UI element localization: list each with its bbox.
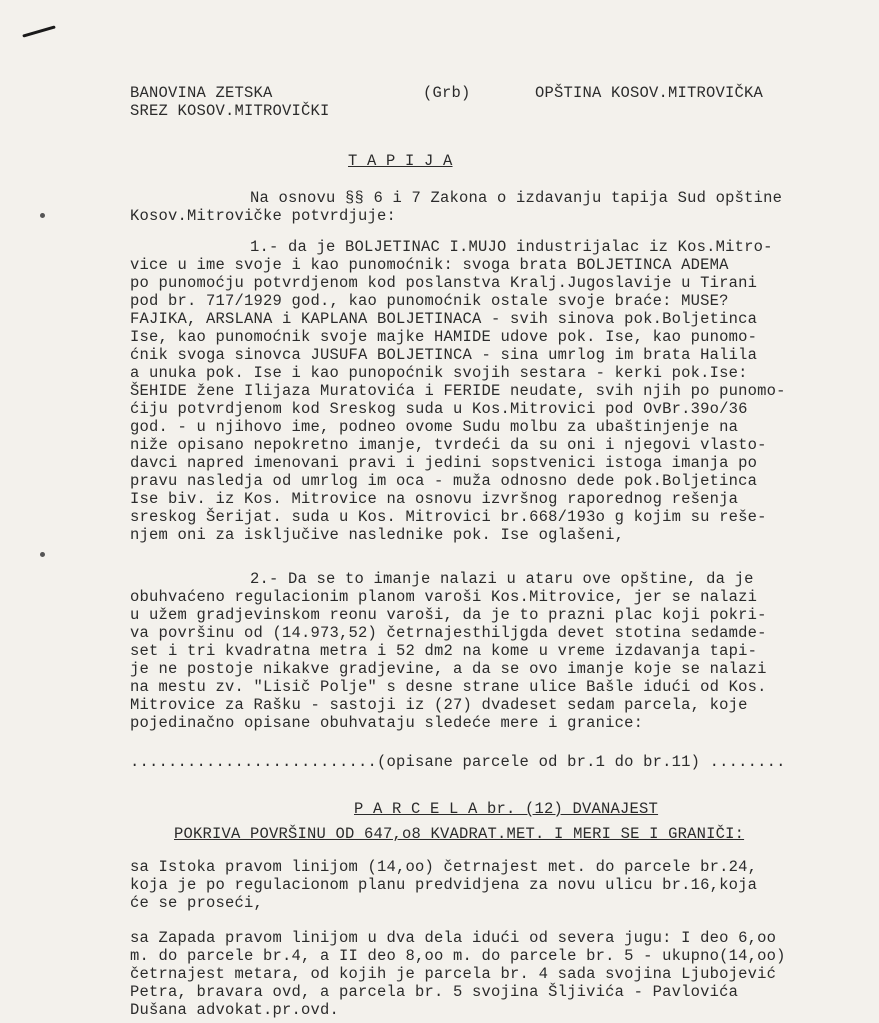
paragraph2-line: pojedinačno opisane obuhvataju sledeće mere i granice: (130, 714, 644, 732)
punch-mark (40, 213, 45, 218)
document-title: T A P I J A (348, 152, 453, 170)
paragraph2-line: va površinu od (14.973,52) četrnajesthiljgda devet stotina sedamde- (130, 624, 767, 642)
paragraph1-line: njem oni za isključive naslednike pok. Ise oglašeni, (130, 526, 625, 544)
paragraph2-line: je ne postoje nikakve gradjevine, a da se ovo imanje koje se nalazi (130, 660, 767, 678)
paragraph1-line: pravu nasledja od umrlog im oca - muža odnosno dede pok.Boljetinca (130, 472, 758, 490)
paragraph1-line: Ise biv. iz Kos. Mitrovice na osnovu izvršnog raporednog rešenja (130, 490, 739, 508)
paragraph1-line: Ise, kao punomoćnik svoje majke HAMIDE udove pok. Ise, kao punomo- (130, 328, 758, 346)
paragraph1-line: ćiju potvrdjenom kod Sreskog suda u Kos.Mitrovici pod OvBr.39o/36 (130, 400, 748, 418)
paragraph1-line: po punomoćju potvrdjenom kod poslanstva Kralj.Jugoslavije u Tirani (130, 274, 758, 292)
paragraph1-line: ćnik svoga sinovca JUSUFA BOLJETINCA - sina umrlog im brata Halila (130, 346, 758, 364)
paragraph1-line: pod br. 717/1929 god., kao punomoćnik ostale svoje braće: MUSE? (130, 292, 729, 310)
paragraph1-line: god. - u njihovo ime, podneo ovome Sudu molbu za ubaštinjenje na (130, 418, 739, 436)
paragraph1-line: vice u ime svoje i kao punomoćnik: svoga brata BOLJETINCA ADEMA (130, 256, 729, 274)
parcel-heading: P A R C E L A br. (12) DVANAJEST (354, 800, 659, 818)
east-boundary-line: koja je po regulacionom planu predvidjena za novu ulicu br.16,koja (130, 876, 758, 894)
intro-line: Na osnovu §§ 6 i 7 Zakona o izdavanju tapija Sud opštine (250, 189, 783, 207)
punch-mark (40, 552, 45, 557)
paragraph1-line: sreskog Šerijat. suda u Kos. Mitrovici br.668/193o g kojim su reše- (130, 508, 767, 526)
header-left-line1: BANOVINA ZETSKA (130, 84, 273, 102)
header-left-line2: SREZ KOSOV.MITROVIČKI (130, 102, 330, 120)
paragraph1-line: davci napred imenovani pravi i jedini sopstvenici istoga imanja po (130, 454, 758, 472)
paragraph1-line: FAJIKA, ARSLANA i KAPLANA BOLJETINACA - svih sinova pok.Boljetinca (130, 310, 758, 328)
west-boundary-line: Dušana advokat.pr.ovd. (130, 1001, 340, 1019)
intro-line: Kosov.Mitrovičke potvrdjuje: (130, 207, 397, 225)
header-coat-of-arms: (Grb) (423, 84, 471, 102)
paragraph2-line: u užem gradjevinskom reonu varoši, da je to prazni plac koji pokri- (130, 606, 767, 624)
paragraph2-line: 2.- Da se to imanje nalazi u ataru ove opštine, da je (250, 570, 754, 588)
west-boundary-line: Petra, bravara ovd, a parcela br. 5 svojina Šljivića - Pavlovića (130, 983, 739, 1001)
west-boundary-line: četrnajest metara, od kojih je parcela br. 4 sada svojina Ljubojević (130, 965, 777, 983)
west-boundary-line: m. do parcele br.4, a II deo 8,oo m. do parcele br. 5 - ukupno(14,oo) (130, 947, 786, 965)
west-boundary-line: sa Zapada pravom linijom u dva dela idući od severa jugu: I deo 6,oo (130, 929, 777, 947)
paragraph1-line: 1.- da je BOLJETINAC I.MUJO industrijalac iz Kos.Mitro- (250, 238, 773, 256)
parcel-subheading: POKRIVA POVRŠINU OD 647,o8 KVADRAT.MET. I MERI SE I GRANIČI: (174, 825, 745, 843)
paragraph1-line: niže opisano nepokretno imanje, tvrdeći da su oni i njegovi vlasto- (130, 436, 767, 454)
pen-mark (22, 25, 56, 37)
paragraph2-line: obuhvaćeno regulacionim planom varoši Kos.Mitrovice, jer se nalazi (130, 588, 758, 606)
header-right: OPŠTINA KOSOV.MITROVIČKA (535, 84, 764, 102)
paragraph2-line: set i tri kvadratna metra i 52 dm2 na kome u vreme izdavanja tapi- (130, 642, 758, 660)
east-boundary-line: će se proseći, (130, 894, 264, 912)
east-boundary-line: sa Istoka pravom linijom (14,oo) četrnajest met. do parcele br.24, (130, 858, 758, 876)
paragraph2-line: Mitrovice za Rašku - sastoji iz (27) dvadeset sedam parcela, koje (130, 696, 748, 714)
paragraph1-line: a unuka pok. Ise i kao punopoćnik svojih sestara - kerki pok.Ise: (130, 364, 748, 382)
paragraph1-line: ŠEHIDE žene Ilijaza Muratovića i FERIDE neudate, svih njih po punomo- (130, 382, 786, 400)
paragraph2-line: na mestu zv. "Lisič Polje" s desne strane ulice Bašle idući od Kos. (130, 678, 767, 696)
omitted-parcels-line: ..........................(opisane parcele od br.1 do br.11) ........ (130, 753, 786, 771)
